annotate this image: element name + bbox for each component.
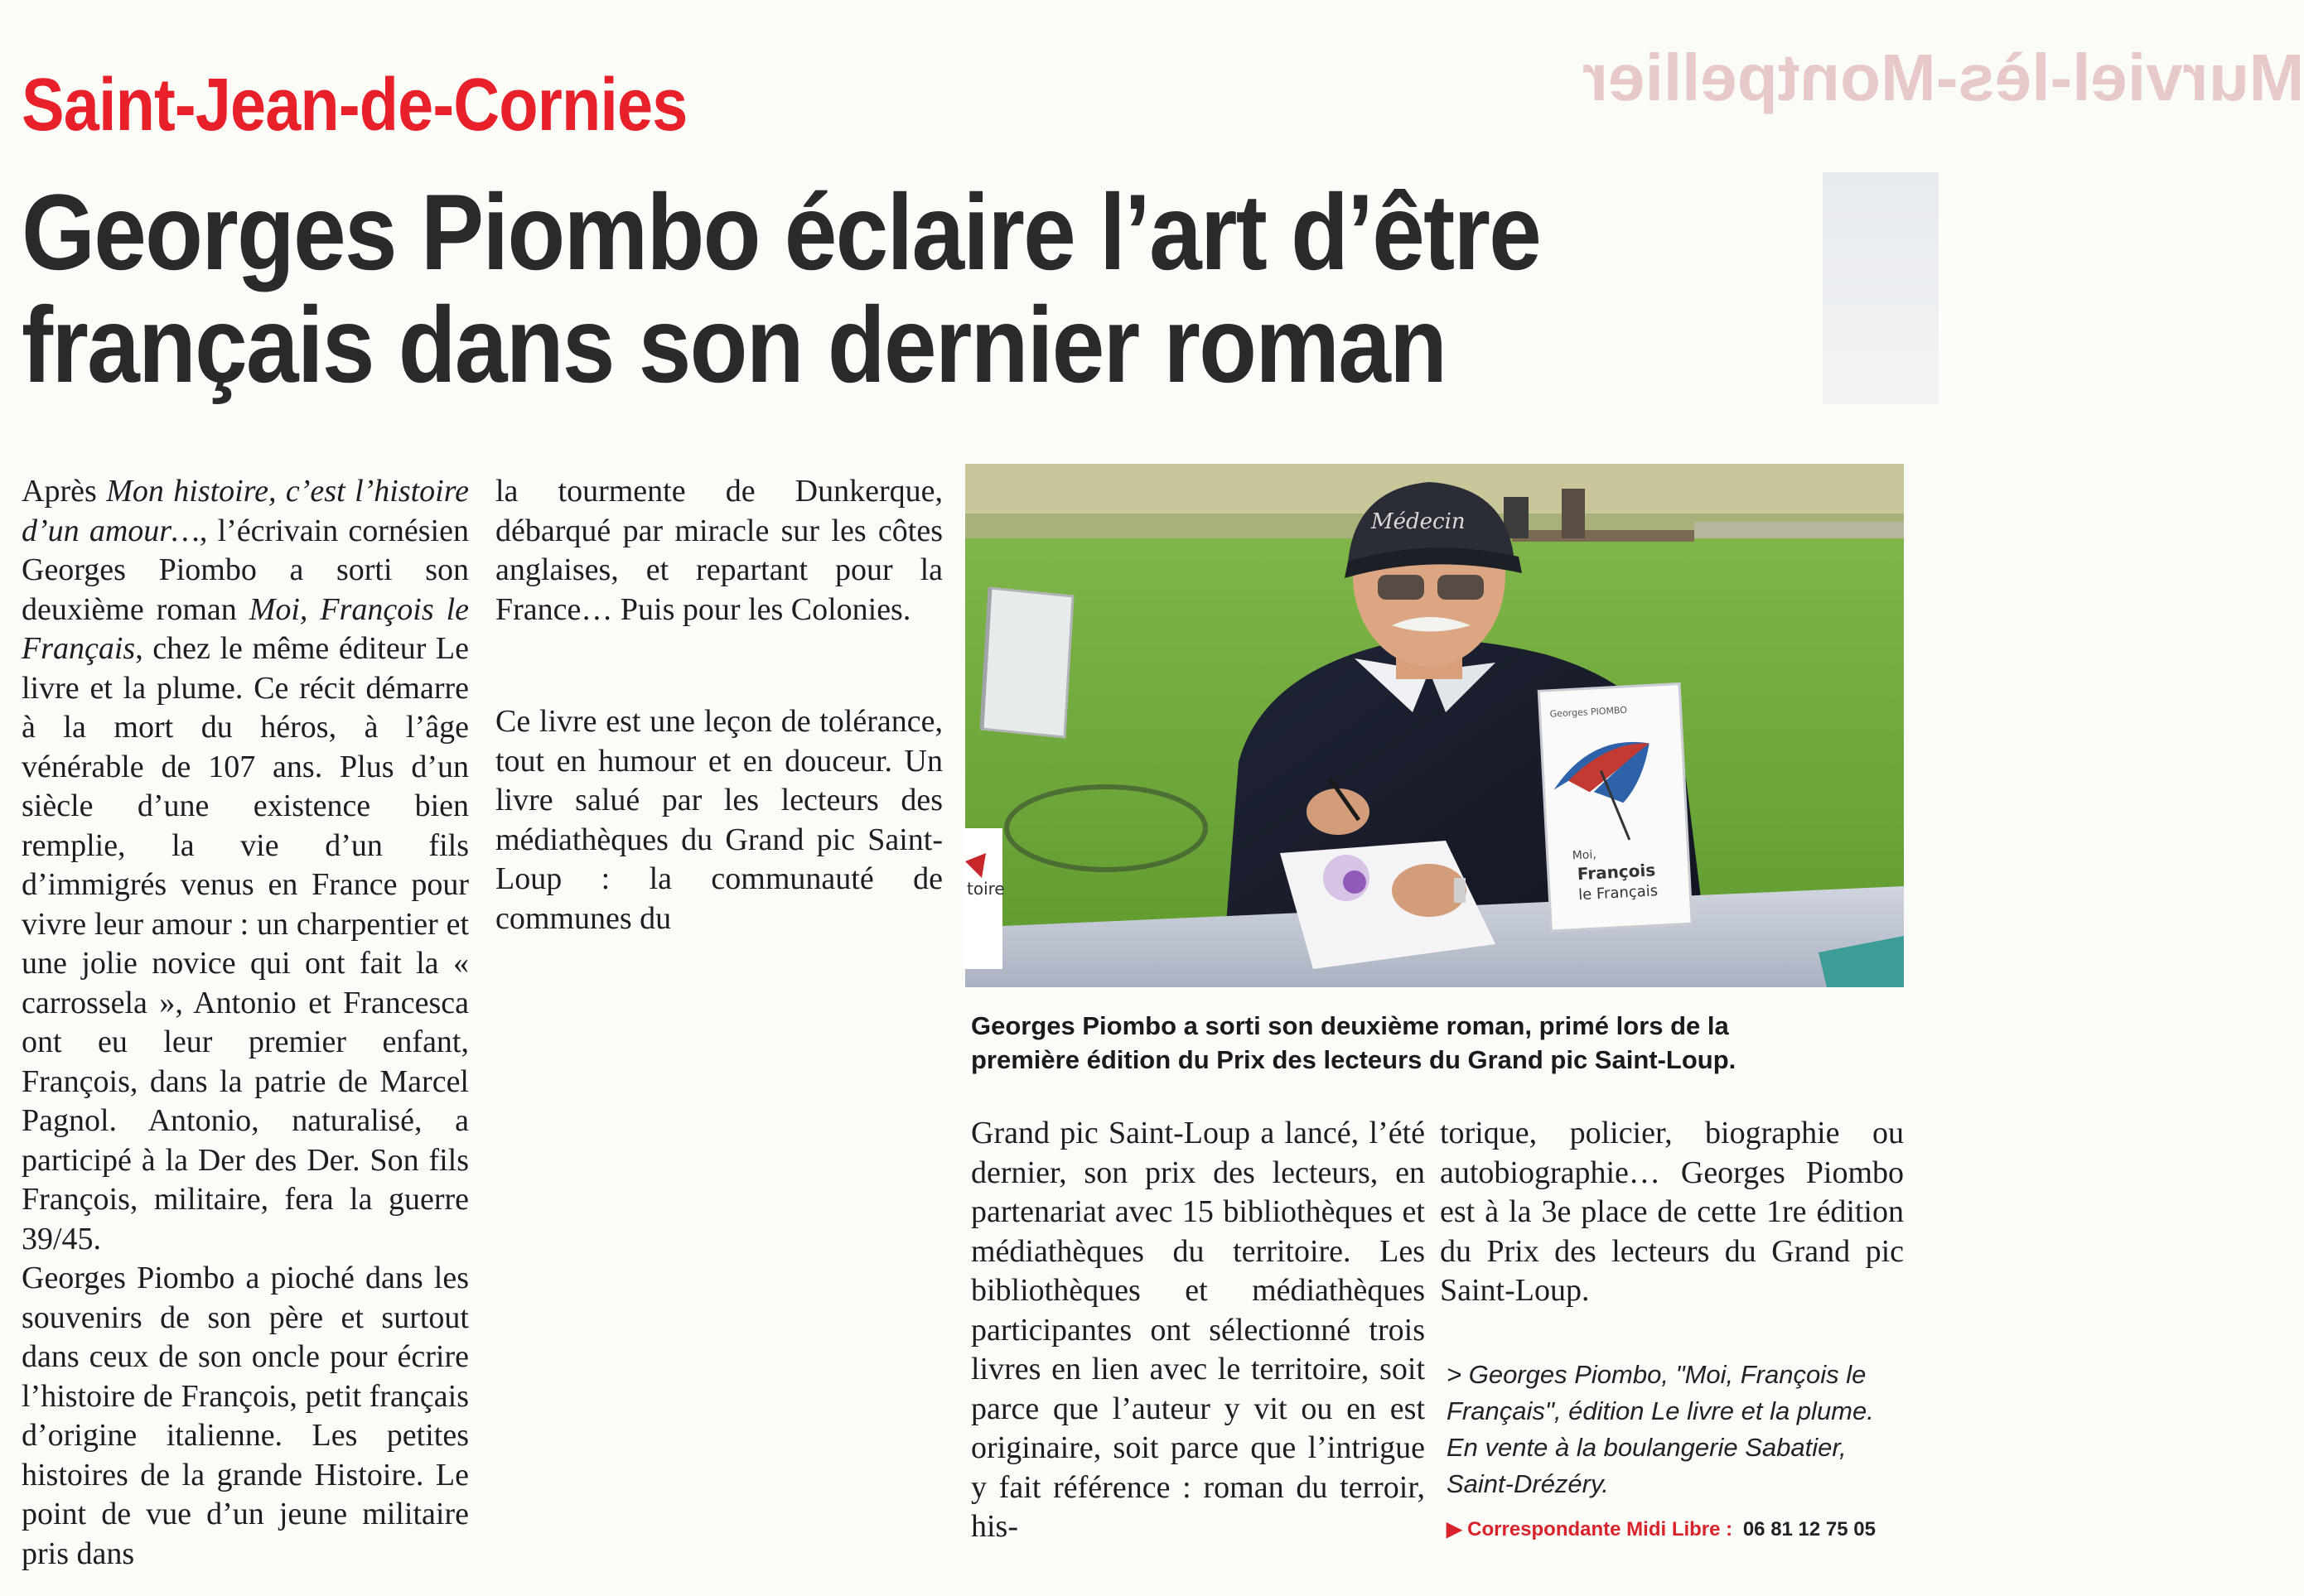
body-column-2-flow — [495, 472, 943, 938]
correspondent-phone: 06 81 12 75 05 — [1742, 1518, 1876, 1541]
book-title-line-2: François — [1577, 860, 1656, 885]
headline-line-1: Georges Piombo éclaire l’art d’être — [22, 171, 1541, 292]
book-author: Georges PIOMBO — [1549, 704, 1628, 720]
author-photo-illustration — [965, 464, 1904, 987]
photo-caption — [971, 1009, 1907, 1077]
body-paragraph-4-continued: Grand pic Saint-Loup a lancé, l’été dernier, son prix des lecteurs, en partenariat avec 15 bibliothèques et médiathèques du territoire. Les bibliothèques et médiathèques participantes ont sélectionné trois livres en lien avec le territoire, soit parce que l’auteur y vit ou en est originaire, soit parce que l’intrigue y fait référence : roman du terroir, his- — [971, 1116, 1425, 1544]
book-title-line-3: le Français — [1577, 882, 1659, 904]
body-column-1 — [22, 472, 469, 1574]
poster-text: toire — [967, 879, 1005, 899]
caption-line-2: première édition du Prix des lecteurs du Grand pic Saint-Loup. — [971, 1045, 1736, 1074]
previous-book-title: Mon histoire, c’est l’histoire d’un amour… — [22, 474, 469, 548]
neighbor-photo-ghost — [1823, 172, 1939, 404]
location-kicker: Saint-Jean-de-Cornies — [22, 64, 688, 147]
book-title-line-1: Moi, — [1572, 848, 1597, 863]
body-paragraph-2: Georges Piombo a pioché dans les souvenirs de son père et surtout dans ceux de son oncle pour écrire l’histoire de François, petit français d’origine italienne. Les petites histoires de la grande Histoire. Le point de vue d’un jeune militaire pris dans — [22, 1261, 469, 1571]
headline-line-2: français dans son dernier roman — [22, 284, 1447, 405]
correspondent-label: Correspondante Midi Libre : — [1467, 1518, 1733, 1541]
body-paragraph-2-continued: la tourmente de Dunkerque, débarqué par miracle sur les côtes anglaises, et repartant pour la France… Puis pour les Colonies. — [495, 474, 943, 627]
article-headline — [22, 171, 1771, 405]
body-column-3 — [971, 1114, 1425, 1547]
section-subhead — [495, 659, 943, 697]
book-title: Moi, François le Français — [22, 591, 469, 666]
author-photo — [965, 464, 1904, 987]
body-paragraph-4-end: torique, policier, biographie ou autobiographie… Georges Piombo est à la 3e place de cette 1re édition du Prix des lecteurs du Grand pic Saint-Loup. — [1440, 1116, 1904, 1308]
caption-line-1: Georges Piombo a sorti son deuxième roman, primé lors de la — [971, 1011, 1729, 1040]
arrow-right-icon: ▶ — [1447, 1518, 1462, 1541]
correspondent-contact — [1447, 1517, 1876, 1541]
neighbor-headline-ghost: Murviel-lès-Montpellier — [1582, 41, 2304, 114]
body-paragraph-1: Après Mon histoire, c’est l’histoire d’un amour…, l’écrivain cornésien Georges Piombo a sorti son deuxième roman Moi, François le Français, chez le même éditeur Le livre et la plume. Ce récit démarre à la mort du héros, à l’âge vénérable de 107 ans. Plus d’un siècle d’une existence bien remplie, la vie d’un fils d’immigrés venus en France pour vivre leur amour : un charpentier et une jolie novice qui ont fait la « carrossela », Antonio et Francesca ont eu leur premier enfant, François, dans la patrie de Marcel Pagnol. Antonio, naturalisé, a participé à la Der des Der. Son fils François, militaire, fera la guerre 39/45. — [22, 474, 469, 1256]
body-column-4 — [1440, 1114, 1904, 1311]
book-info-box: > Georges Piombo, "Moi, François le Français", édition Le livre et la plume. En vente à la boulangerie Sabatier, Saint-Drézéry. — [1447, 1360, 1874, 1498]
cap-logo: Médecin — [1371, 509, 1466, 534]
body-paragraph-4: Ce livre est une leçon de tolérance, tout en humour et en douceur. Un livre salué par les lecteurs des médiathèques du Grand pic Saint-Loup : la communauté de communes du — [495, 704, 943, 936]
